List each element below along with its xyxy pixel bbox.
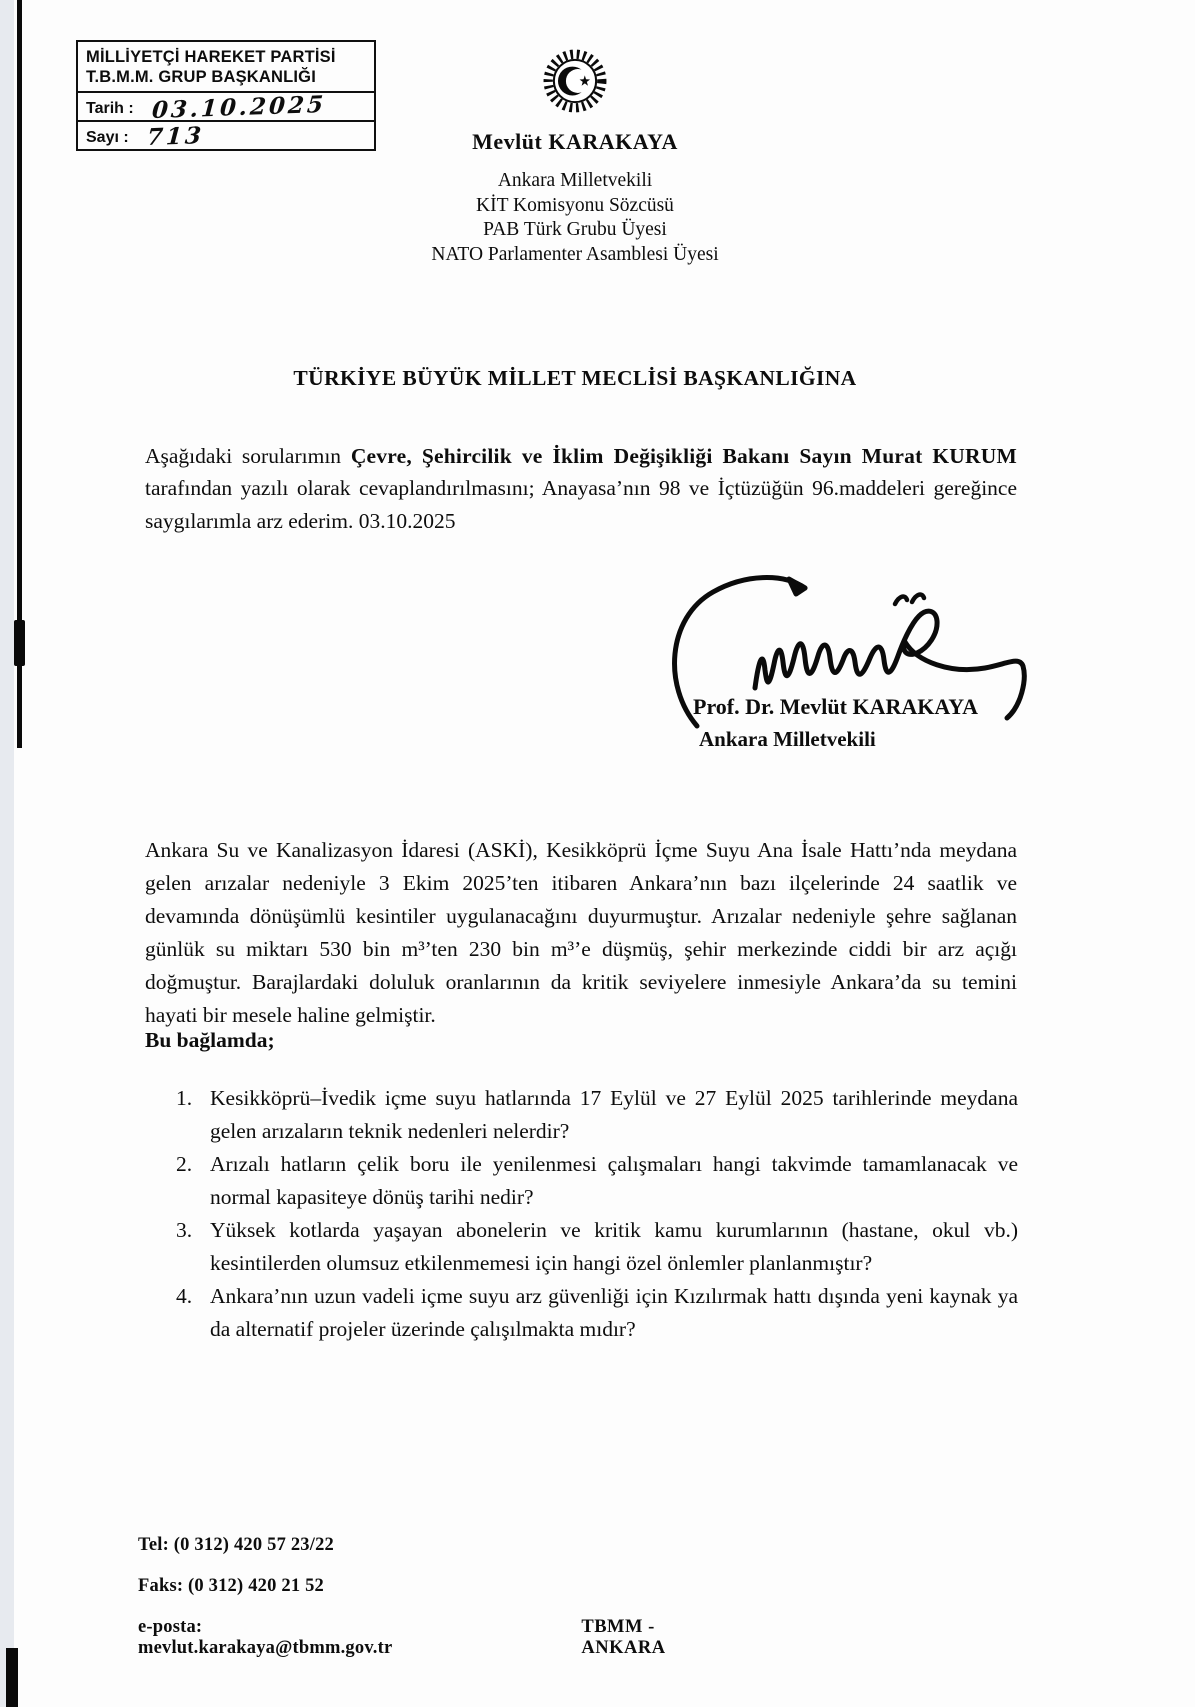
question-item [176,1280,1018,1346]
question-text: Kesikköprü–İvedik içme suyu hatlarında 17 Eylül ve 27 Eylül 2025 tarihlerinde meydana gelen arızaların teknik nedenleri nelerdir? [210,1086,1018,1143]
tarih-handwritten-value: 03.10.2025 [151,90,328,125]
question-item [176,1148,1018,1214]
question-number: 1. [176,1086,193,1110]
intro-paragraph [145,440,1017,538]
scan-artifact-corner [6,1648,18,1707]
question-number: 2. [176,1152,193,1176]
scan-edge-strip [0,0,14,1707]
footer-tel: Tel: (0 312) 420 57 23/22 [138,1535,334,1555]
footer-city: TBMM - ANKARA [581,1617,666,1658]
footer-eposta: e-posta: mevlut.karakaya@tbmm.gov.tr [138,1617,393,1658]
sayi-handwritten-value: 713 [146,121,206,152]
deputy-titles [145,169,1005,267]
contact-footer [138,1535,738,1679]
context-label: Bu bağlamda; [145,1028,275,1052]
question-number: 3. [176,1218,193,1242]
intro-pre: Aşağıdaki sorularımın [145,443,351,468]
signature-name: Prof. Dr. Mevlüt KARAKAYA [693,694,978,719]
questions-list [176,1082,1018,1346]
stamp-org-name: T.B.M.M. GRUP BAŞKANLIĞI [86,68,316,86]
deputy-title-line: PAB Türk Grubu Üyesi [483,219,667,240]
letterhead [145,48,1005,267]
question-item [176,1214,1018,1280]
signature-title: Ankara Milletvekili [699,727,876,751]
tbmm-emblem-icon [542,48,608,119]
question-number: 4. [176,1284,193,1308]
scan-artifact-blob [14,620,25,666]
document-title: TÜRKİYE BÜYÜK MİLLET MECLİSİ BAŞKANLIĞINA [293,366,857,390]
question-text: Ankara’nın uzun vadeli içme suyu arz güvenliği için Kızılırmak hattı dışında yeni kaynak ya da alternatif projeler üzerinde çalışılmakta mıdır? [210,1284,1018,1341]
question-item [176,1082,1018,1148]
question-text: Arızalı hatların çelik boru ile yenilenmesi çalışmaları hangi takvimde tamamlanacak ve normal kapasiteye dönüş tarihi nedir? [210,1152,1018,1209]
body-paragraph: Ankara Su ve Kanalizasyon İdaresi (ASKİ), Kesikköprü İçme Suyu Ana İsale Hattı’nda meydana gelen arızalar nedeniyle 3 Ekim 2025’ten itibaren Ankara’nın bazı ilçelerinde 24 saatlik ve devamında dönüşümlü kesintiler uygulanacağını duyurmuştur. Arızalar nedeniyle şehre sağlanan günlük su miktarı 530 bin m³’ten 230 bin m³’e düşmüş, şehir merkezinde ciddi bir arz açığı doğmuştur. Barajlardaki doluluk oranlarının da kritik seviyelere inmesiyle Ankara’da su temini hayati bir mesele haline gelmiştir. [145,837,1017,1027]
intro-addressee-bold: Çevre, Şehircilik ve İklim Değişikliği Bakanı Sayın Murat KURUM [350,443,1017,468]
stamp-party-name: MİLLİYETÇİ HAREKET PARTİSİ [86,48,336,66]
question-text: Yüksek kotlarda yaşayan abonelerin ve kritik kamu kurumlarının (hastane, okul vb.) kesintilerden olumsuz etkilenmemesi için hangi özel önlemler planlanmıştır? [210,1218,1018,1275]
footer-eposta-row [138,1617,738,1659]
tarih-label: Tarih : [86,100,134,117]
deputy-title-line: KİT Komisyonu Sözcüsü [476,194,674,216]
deputy-name: Mevlüt KARAKAYA [472,129,678,154]
footer-faks: Faks: (0 312) 420 21 52 [138,1576,324,1596]
deputy-title-line: NATO Parlamenter Asamblesi Üyesi [431,243,719,265]
signature-block [655,558,1075,751]
deputy-title-line: Ankara Milletvekili [497,170,653,191]
sayi-label: Sayı : [86,129,129,146]
intro-post: tarafından yazılı olarak cevaplandırılmasını; Anayasa’nın 98 ve İçtüzüğün 96.maddeleri gereğince saygılarımla arz ederim. 03.10.2025 [145,476,1017,533]
